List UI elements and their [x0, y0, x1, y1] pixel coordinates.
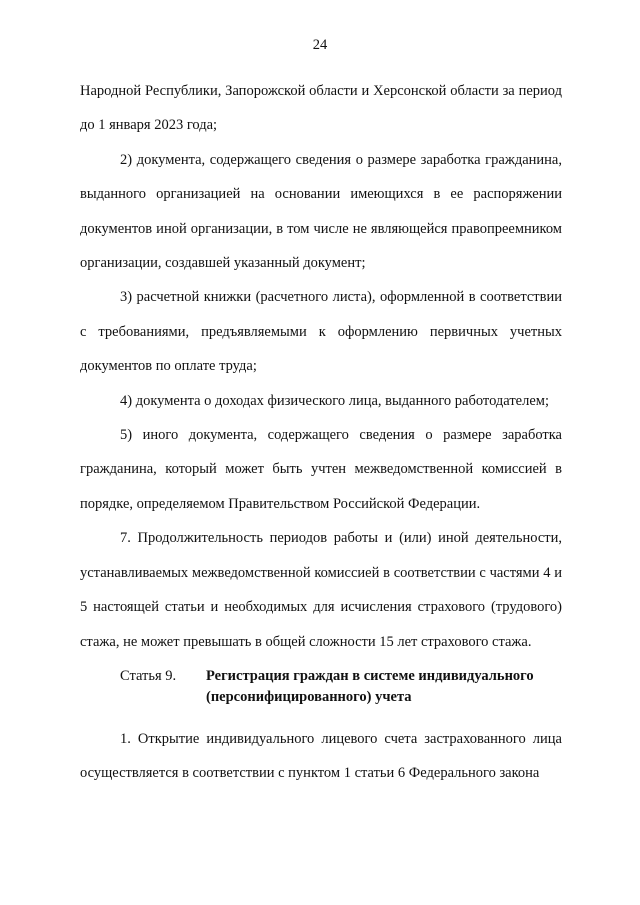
- page-number: 24: [312, 37, 328, 53]
- article-heading: [80, 659, 562, 722]
- paragraph-article-9-part-1: 1. Открытие индивидуального лицевого счета застрахованного лица осуществляется в соответствии с пунктом 1 статьи 6 Федерального закона: [80, 730, 562, 782]
- article-title: Регистрация граждан в системе индивидуального (персонифицированного) учета: [206, 667, 534, 705]
- paragraph-continuation: Народной Республики, Запорожской области и Херсонской области за период до 1 января 2023 года;: [80, 83, 562, 134]
- paragraph-item-4: 4) документа о доходах физического лица, выданного работодателем;: [120, 392, 549, 409]
- document-body: [80, 74, 562, 791]
- paragraph-item-3: 3) расчетной книжки (расчетного листа), оформленной в соответствии с требованиями, предъявляемыми к оформлению первичных учетных документов по оплате труда;: [80, 289, 562, 375]
- paragraph-item-2: 2) документа, содержащего сведения о размере заработка гражданина, выданного организацией на основании имеющихся в ее распоряжении документов иной организации, в том числе не являющейся правопреемником организации, создавшей указанный документ;: [80, 151, 562, 272]
- paragraph-part-7: 7. Продолжительность периодов работы и (или) иной деятельности, устанавливаемых межведомственной комиссией в соответствии с частями 4 и 5 настоящей статьи и необходимых для исчисления страхового (трудового) стажа, не может превышать в общей сложности 15 лет страхового стажа.: [80, 530, 562, 650]
- paragraph-item-5: 5) иного документа, содержащего сведения о размере заработка гражданина, который может быть учтен межведомственной комиссией в порядке, определяемом Правительством Российской Федерации.: [80, 427, 562, 512]
- article-label: Статья 9.: [120, 667, 177, 684]
